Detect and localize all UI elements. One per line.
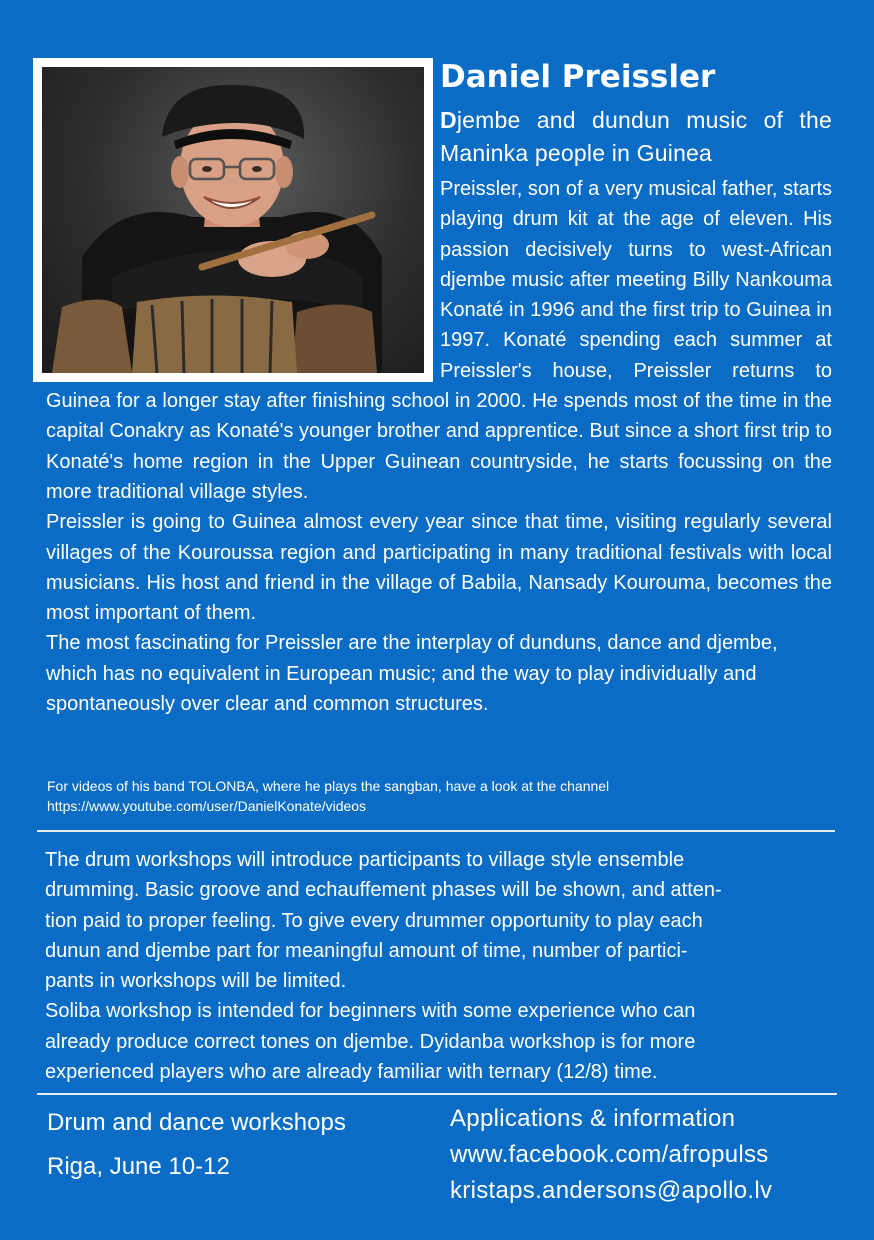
videos-text: For videos of his band TOLONBA, where he plays the sangban, have a look at the channel xyxy=(47,778,610,794)
workshop-description xyxy=(45,845,825,1087)
biography xyxy=(46,58,832,719)
event-place-date: Riga, June 10-12 xyxy=(47,1153,230,1180)
videos-note xyxy=(47,776,827,816)
workshop-line: already produce correct tones on djembe. Dyidanba workshop is for more xyxy=(45,1030,696,1053)
workshop-line: The drum workshops will introduce participants to village style ensemble xyxy=(45,849,685,871)
subtitle-text: jembe and dundun music of the Maninka people in Guinea xyxy=(440,107,832,166)
photo-wrap-spacer xyxy=(46,58,440,384)
videos-url[interactable]: https://www.youtube.com/user/DanielKonate/videos xyxy=(47,798,367,814)
contact-info xyxy=(450,1101,772,1209)
divider-bottom xyxy=(37,1093,837,1095)
event-title: Drum and dance workshops xyxy=(47,1109,346,1136)
workshop-line: Soliba workshop is intended for beginners with some experience who can xyxy=(45,1000,696,1023)
bio-paragraph-1: Preissler, son of a very musical father, starts playing drum kit at the age of eleven. His passion decisively turns to west-African djembe music after meeting Billy Nankouma Konaté in 1996 and the first trip to Guinea in 1997. Konaté spending each summer at Preissler's house, Preissler returns to Guinea for a longer stay after finishing school in 2000. He spends most of the time in the capital Conakry as Konaté's younger brother and apprentice. But since a short first trip to Konaté's home region in the Upper Guinean countryside, he starts focussing on the more traditional village styles. xyxy=(46,178,832,503)
artist-name: Daniel Preissler xyxy=(440,59,716,95)
email-link[interactable]: kristaps.andersons@apollo.lv xyxy=(450,1177,773,1204)
workshop-line: dunun and djembe part for meaningful amount of time, number of partici- xyxy=(45,939,688,962)
subtitle-initial: D xyxy=(440,107,457,133)
divider-top xyxy=(37,830,835,832)
facebook-link[interactable]: www.facebook.com/afropulss xyxy=(450,1141,769,1168)
workshop-line: drumming. Basic groove and echauffement phases will be shown, and atten- xyxy=(45,879,722,902)
bio-paragraph-2: Preissler is going to Guinea almost every year since that time, visiting regularly several villages of the Kouroussa region and participating in many traditional festivals with local musicians. His host and friend in the village of Babila, Nansady Kourouma, becomes the most important of them. xyxy=(46,511,832,625)
workshop-line: tion paid to proper feeling. To give every drummer opportunity to play each xyxy=(45,909,703,932)
event-info xyxy=(47,1101,346,1189)
workshop-line: experienced players who are already familiar with ternary (12/8) time. xyxy=(45,1061,658,1084)
workshop-line: pants in workshops will be limited. xyxy=(45,970,347,993)
bio-paragraph-3: The most fascinating for Preissler are the interplay of dunduns, dance and djembe, which has no equivalent in European music; and the way to play individually and spontaneously over clear and common structures. xyxy=(46,632,778,716)
contact-heading: Applications & information xyxy=(450,1105,736,1132)
